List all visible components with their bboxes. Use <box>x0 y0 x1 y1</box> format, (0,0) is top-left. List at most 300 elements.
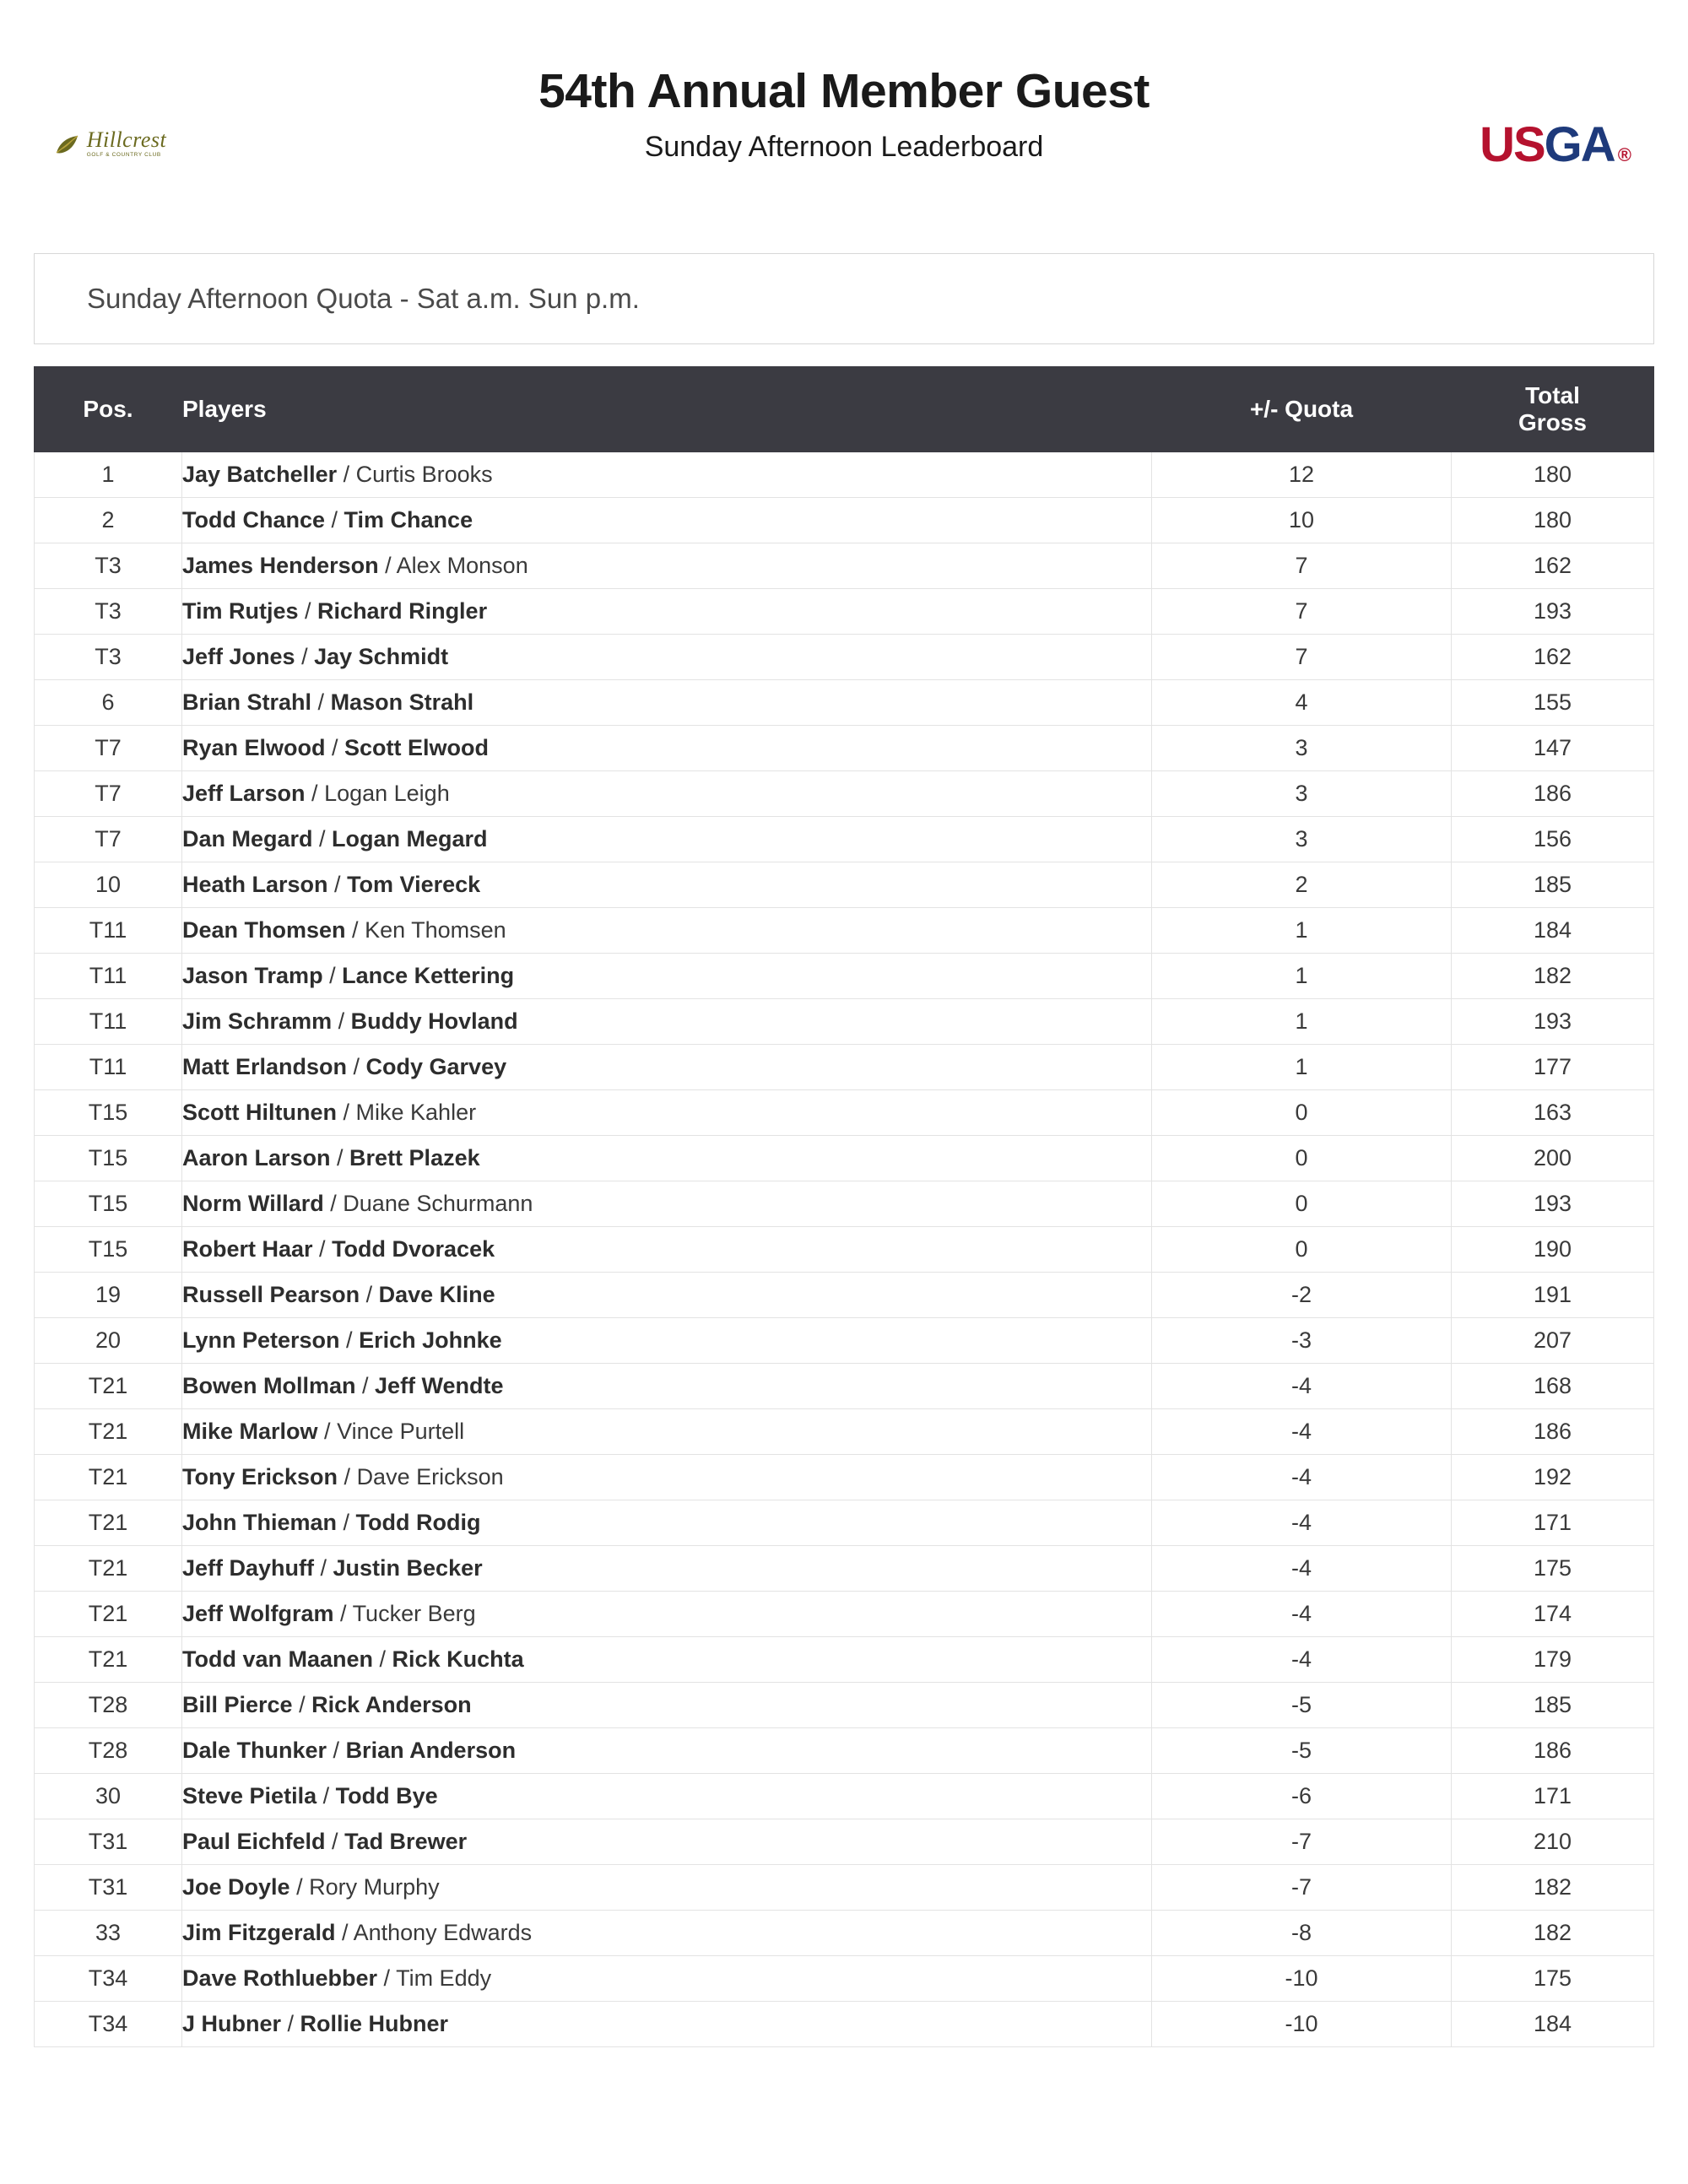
player-guest-name: Todd Rodig <box>355 1510 481 1536</box>
cell-total-gross: 210 <box>1452 1819 1654 1865</box>
player-guest-name: Brian Anderson <box>345 1738 517 1764</box>
cell-position: 20 <box>35 1318 182 1364</box>
cell-total-gross: 186 <box>1452 771 1654 817</box>
table-row <box>35 862 1654 908</box>
cell-position: T21 <box>35 1455 182 1500</box>
cell-position: T11 <box>35 954 182 999</box>
cell-players <box>182 726 1152 771</box>
cell-position: 30 <box>35 1774 182 1819</box>
cell-total-gross: 175 <box>1452 1546 1654 1592</box>
cell-position: T7 <box>35 771 182 817</box>
cell-position: T3 <box>35 635 182 680</box>
cell-quota: -4 <box>1152 1409 1452 1455</box>
player-guest-name: Todd Bye <box>335 1783 438 1809</box>
cell-quota: 3 <box>1152 771 1452 817</box>
column-header-quota[interactable]: +/- Quota <box>1152 367 1452 452</box>
table-row <box>35 1500 1654 1546</box>
cell-total-gross: 193 <box>1452 999 1654 1045</box>
table-row <box>35 771 1654 817</box>
cell-total-gross: 180 <box>1452 452 1654 498</box>
cell-players <box>182 862 1152 908</box>
cell-quota: 3 <box>1152 726 1452 771</box>
player-member-name: Dan Megard <box>182 826 313 852</box>
player-member-name: Mike Marlow <box>182 1419 318 1445</box>
player-guest-name: Ken Thomsen <box>365 917 506 943</box>
player-guest-name: Richard Ringler <box>317 598 488 624</box>
cell-position: T15 <box>35 1181 182 1227</box>
player-separator: / <box>316 1783 336 1809</box>
cell-quota: 0 <box>1152 1090 1452 1136</box>
player-separator: / <box>327 872 348 898</box>
player-guest-name: Mason Strahl <box>330 689 474 716</box>
cell-players <box>182 452 1152 498</box>
cell-position: T7 <box>35 817 182 862</box>
player-separator: / <box>337 1100 356 1126</box>
player-separator: / <box>295 644 315 670</box>
player-member-name: Tim Rutjes <box>182 598 299 624</box>
cell-total-gross: 155 <box>1452 680 1654 726</box>
cell-total-gross: 182 <box>1452 1911 1654 1956</box>
cell-players <box>182 1318 1152 1364</box>
cell-quota: -4 <box>1152 1455 1452 1500</box>
cell-position: T21 <box>35 1592 182 1637</box>
cell-total-gross: 207 <box>1452 1318 1654 1364</box>
cell-total-gross: 163 <box>1452 1090 1654 1136</box>
table-row <box>35 999 1654 1045</box>
cell-quota: 0 <box>1152 1136 1452 1181</box>
cell-total-gross: 175 <box>1452 1956 1654 2002</box>
cell-total-gross: 193 <box>1452 589 1654 635</box>
table-row <box>35 2002 1654 2047</box>
hillcrest-name: Hillcrest <box>86 127 167 152</box>
table-row <box>35 1090 1654 1136</box>
cell-position: T34 <box>35 2002 182 2047</box>
cell-total-gross: 191 <box>1452 1273 1654 1318</box>
table-row <box>35 1318 1654 1364</box>
cell-total-gross: 186 <box>1452 1728 1654 1774</box>
table-row <box>35 1728 1654 1774</box>
cell-players <box>182 1227 1152 1273</box>
player-member-name: Jeff Jones <box>182 644 295 670</box>
table-row <box>35 1227 1654 1273</box>
column-header-total-gross-line1: Total <box>1525 382 1580 408</box>
cell-position: T15 <box>35 1136 182 1181</box>
cell-position: 2 <box>35 498 182 543</box>
cell-quota: 1 <box>1152 908 1452 954</box>
player-guest-name: Tim Chance <box>344 507 473 533</box>
cell-quota: 7 <box>1152 635 1452 680</box>
table-row <box>35 1683 1654 1728</box>
player-member-name: James Henderson <box>182 553 379 579</box>
player-guest-name: Dave Kline <box>378 1282 495 1308</box>
player-guest-name: Rick Anderson <box>311 1692 472 1718</box>
cell-players <box>182 543 1152 589</box>
table-row <box>35 1136 1654 1181</box>
player-separator: / <box>312 1236 333 1262</box>
caption-text: Sunday Afternoon Quota - Sat a.m. Sun p.m. <box>87 283 640 314</box>
table-row <box>35 1592 1654 1637</box>
cell-quota: 2 <box>1152 862 1452 908</box>
hillcrest-logo <box>34 105 186 181</box>
player-separator: / <box>281 2011 300 2037</box>
player-separator: / <box>305 781 325 807</box>
cell-total-gross: 184 <box>1452 2002 1654 2047</box>
cell-total-gross: 186 <box>1452 1409 1654 1455</box>
cell-position: T11 <box>35 1045 182 1090</box>
cell-total-gross: 168 <box>1452 1364 1654 1409</box>
player-guest-name: Vince Purtell <box>337 1419 465 1445</box>
leaf-icon <box>53 129 82 158</box>
table-row <box>35 1455 1654 1500</box>
cell-quota: -4 <box>1152 1637 1452 1683</box>
player-separator: / <box>332 1008 351 1035</box>
player-separator: / <box>337 462 356 488</box>
player-member-name: Lynn Peterson <box>182 1327 340 1354</box>
table-row <box>35 1181 1654 1227</box>
usga-logo-mark <box>1480 116 1630 173</box>
usga-logo <box>1462 105 1647 183</box>
table-header <box>35 367 1654 452</box>
cell-players <box>182 635 1152 680</box>
cell-players <box>182 1136 1152 1181</box>
cell-position: T7 <box>35 726 182 771</box>
cell-position: T15 <box>35 1227 182 1273</box>
table-header-row <box>35 367 1654 452</box>
player-guest-name: Jeff Wendte <box>375 1373 504 1399</box>
cell-position: T34 <box>35 1956 182 2002</box>
player-guest-name: Anthony Edwards <box>353 1920 533 1946</box>
cell-players <box>182 999 1152 1045</box>
player-member-name: Dean Thomsen <box>182 917 346 943</box>
player-guest-name: Jay Schmidt <box>314 644 449 670</box>
player-member-name: Matt Erlandson <box>182 1054 348 1080</box>
player-separator: / <box>335 1920 354 1946</box>
cell-players <box>182 1774 1152 1819</box>
player-guest-name: Erich Johnke <box>359 1327 502 1354</box>
cell-players <box>182 2002 1152 2047</box>
cell-total-gross: 180 <box>1452 498 1654 543</box>
cell-players <box>182 1045 1152 1090</box>
cell-players <box>182 771 1152 817</box>
cell-players <box>182 589 1152 635</box>
cell-total-gross: 171 <box>1452 1774 1654 1819</box>
cell-quota: -2 <box>1152 1273 1452 1318</box>
player-guest-name: Rory Murphy <box>309 1874 440 1900</box>
cell-players <box>182 908 1152 954</box>
cell-quota: -6 <box>1152 1774 1452 1819</box>
player-member-name: Ryan Elwood <box>182 735 326 761</box>
cell-quota: -3 <box>1152 1318 1452 1364</box>
cell-total-gross: 184 <box>1452 908 1654 954</box>
player-member-name: Jay Batcheller <box>182 462 338 488</box>
cell-quota: 7 <box>1152 543 1452 589</box>
player-guest-name: Scott Elwood <box>344 735 490 761</box>
player-separator: / <box>327 1738 346 1764</box>
table-row <box>35 452 1654 498</box>
cell-position: T15 <box>35 1090 182 1136</box>
cell-players <box>182 680 1152 726</box>
leaderboard-caption <box>34 253 1654 344</box>
player-separator: / <box>373 1646 392 1673</box>
column-header-total-gross-line2: Gross <box>1518 409 1587 436</box>
table-body <box>35 452 1654 2047</box>
player-separator: / <box>314 1555 333 1581</box>
cell-position: 19 <box>35 1273 182 1318</box>
cell-players <box>182 1911 1152 1956</box>
player-separator: / <box>333 1601 353 1627</box>
player-member-name: Scott Hiltunen <box>182 1100 337 1126</box>
cell-quota: -5 <box>1152 1683 1452 1728</box>
cell-total-gross: 174 <box>1452 1592 1654 1637</box>
hillcrest-logo-text <box>87 129 167 159</box>
player-member-name: Todd van Maanen <box>182 1646 374 1673</box>
player-guest-name: Duane Schurmann <box>343 1191 533 1217</box>
cell-position: T21 <box>35 1546 182 1592</box>
cell-quota: -10 <box>1152 1956 1452 2002</box>
player-separator: / <box>325 735 345 761</box>
player-member-name: Joe Doyle <box>182 1874 290 1900</box>
player-guest-name: Logan Leigh <box>324 781 450 807</box>
cell-total-gross: 162 <box>1452 635 1654 680</box>
table-row <box>35 1956 1654 2002</box>
cell-total-gross: 182 <box>1452 954 1654 999</box>
cell-total-gross: 190 <box>1452 1227 1654 1273</box>
page-header <box>0 0 1688 253</box>
player-member-name: Todd Chance <box>182 507 326 533</box>
cell-quota: -4 <box>1152 1546 1452 1592</box>
player-member-name: Dale Thunker <box>182 1738 327 1764</box>
table-row <box>35 954 1654 999</box>
player-separator: / <box>378 553 397 579</box>
player-separator: / <box>345 917 365 943</box>
table-row <box>35 908 1654 954</box>
cell-total-gross: 200 <box>1452 1136 1654 1181</box>
cell-position: T21 <box>35 1500 182 1546</box>
cell-total-gross: 162 <box>1452 543 1654 589</box>
cell-players <box>182 1956 1152 2002</box>
cell-position: T11 <box>35 908 182 954</box>
title-block <box>0 0 1688 164</box>
usga-g-text: G <box>1544 116 1581 172</box>
table-row <box>35 635 1654 680</box>
table-row <box>35 1273 1654 1318</box>
player-separator: / <box>325 507 344 533</box>
cell-total-gross: 177 <box>1452 1045 1654 1090</box>
cell-position: T28 <box>35 1683 182 1728</box>
player-separator: / <box>289 1874 310 1900</box>
cell-players <box>182 1500 1152 1546</box>
player-member-name: Aaron Larson <box>182 1145 331 1171</box>
player-member-name: Jeff Wolfgram <box>182 1601 334 1627</box>
cell-quota: 0 <box>1152 1227 1452 1273</box>
player-member-name: Steve Pietila <box>182 1783 317 1809</box>
cell-total-gross: 192 <box>1452 1455 1654 1500</box>
table-row <box>35 1774 1654 1819</box>
cell-quota: -8 <box>1152 1911 1452 1956</box>
cell-quota: 4 <box>1152 680 1452 726</box>
cell-total-gross: 185 <box>1452 1683 1654 1728</box>
cell-players <box>182 1637 1152 1683</box>
player-separator: / <box>311 689 331 716</box>
cell-position: 1 <box>35 452 182 498</box>
column-header-players[interactable]: Players <box>182 367 1152 452</box>
player-guest-name: Tom Viereck <box>347 872 481 898</box>
cell-players <box>182 1728 1152 1774</box>
cell-players <box>182 1819 1152 1865</box>
cell-total-gross: 171 <box>1452 1500 1654 1546</box>
cell-quota: -4 <box>1152 1592 1452 1637</box>
player-member-name: Jim Fitzgerald <box>182 1920 336 1946</box>
player-member-name: Jim Schramm <box>182 1008 333 1035</box>
cell-quota: 1 <box>1152 1045 1452 1090</box>
table-row <box>35 543 1654 589</box>
player-member-name: Jeff Larson <box>182 781 306 807</box>
cell-total-gross: 185 <box>1452 862 1654 908</box>
cell-quota: -10 <box>1152 2002 1452 2047</box>
player-member-name: Brian Strahl <box>182 689 312 716</box>
player-member-name: Russell Pearson <box>182 1282 360 1308</box>
cell-total-gross: 147 <box>1452 726 1654 771</box>
player-guest-name: Todd Dvoracek <box>332 1236 495 1262</box>
player-guest-name: Tucker Berg <box>352 1601 476 1627</box>
cell-quota: 0 <box>1152 1181 1452 1227</box>
table-row <box>35 1637 1654 1683</box>
cell-quota: -7 <box>1152 1865 1452 1911</box>
cell-players <box>182 1865 1152 1911</box>
table-row <box>35 1546 1654 1592</box>
cell-position: T28 <box>35 1728 182 1774</box>
player-guest-name: Tad Brewer <box>344 1829 468 1855</box>
table-row <box>35 817 1654 862</box>
table-row <box>35 1819 1654 1865</box>
cell-players <box>182 1683 1152 1728</box>
table-row <box>35 1364 1654 1409</box>
player-guest-name: Cody Garvey <box>365 1054 507 1080</box>
cell-position: 33 <box>35 1911 182 1956</box>
player-separator: / <box>337 1510 356 1536</box>
table-row <box>35 498 1654 543</box>
cell-quota: 10 <box>1152 498 1452 543</box>
cell-players <box>182 1273 1152 1318</box>
table-row <box>35 1045 1654 1090</box>
player-member-name: Bill Pierce <box>182 1692 293 1718</box>
cell-players <box>182 498 1152 543</box>
cell-position: T3 <box>35 589 182 635</box>
player-member-name: J Hubner <box>182 2011 282 2037</box>
cell-quota: -5 <box>1152 1728 1452 1774</box>
cell-position: T3 <box>35 543 182 589</box>
column-header-pos[interactable]: Pos. <box>35 367 182 452</box>
player-separator: / <box>377 1965 397 1992</box>
cell-quota: -4 <box>1152 1364 1452 1409</box>
player-separator: / <box>323 1191 344 1217</box>
cell-quota: -7 <box>1152 1819 1452 1865</box>
player-separator: / <box>338 1464 357 1490</box>
cell-quota: 12 <box>1152 452 1452 498</box>
cell-players <box>182 954 1152 999</box>
player-guest-name: Rollie Hubner <box>300 2011 449 2037</box>
cell-total-gross: 156 <box>1452 817 1654 862</box>
player-guest-name: Brett Plazek <box>349 1145 480 1171</box>
page-subtitle: Sunday Afternoon Leaderboard <box>644 131 1044 163</box>
leaderboard-table <box>34 366 1654 2047</box>
table-row <box>35 680 1654 726</box>
cell-players <box>182 1455 1152 1500</box>
player-guest-name: Lance Kettering <box>342 963 515 989</box>
table-row <box>35 1409 1654 1455</box>
player-guest-name: Mike Kahler <box>355 1100 477 1126</box>
cell-players <box>182 1592 1152 1637</box>
cell-quota: -4 <box>1152 1500 1452 1546</box>
cell-position: 10 <box>35 862 182 908</box>
cell-total-gross: 193 <box>1452 1181 1654 1227</box>
cell-position: T21 <box>35 1364 182 1409</box>
player-separator: / <box>355 1373 376 1399</box>
player-member-name: John Thieman <box>182 1510 338 1536</box>
cell-position: T21 <box>35 1637 182 1683</box>
player-guest-name: Dave Erickson <box>356 1464 504 1490</box>
cell-players <box>182 1364 1152 1409</box>
table-row <box>35 1865 1654 1911</box>
cell-position: T31 <box>35 1819 182 1865</box>
player-guest-name: Curtis Brooks <box>355 462 493 488</box>
page-title: 54th Annual Member Guest <box>538 64 1150 118</box>
player-member-name: Norm Willard <box>182 1191 324 1217</box>
cell-quota: 7 <box>1152 589 1452 635</box>
player-member-name: Heath Larson <box>182 872 328 898</box>
cell-players <box>182 1546 1152 1592</box>
cell-position: T11 <box>35 999 182 1045</box>
usga-us-text: US <box>1480 116 1545 172</box>
hillcrest-logo-mark <box>53 129 167 159</box>
column-header-total-gross[interactable] <box>1452 367 1654 452</box>
player-member-name: Jason Tramp <box>182 963 323 989</box>
cell-position: T21 <box>35 1409 182 1455</box>
cell-players <box>182 817 1152 862</box>
table-row <box>35 1911 1654 1956</box>
player-separator: / <box>322 963 343 989</box>
player-separator: / <box>360 1282 379 1308</box>
table-row <box>35 589 1654 635</box>
player-guest-name: Logan Megard <box>332 826 488 852</box>
player-guest-name: Tim Eddy <box>396 1965 492 1992</box>
cell-total-gross: 182 <box>1452 1865 1654 1911</box>
cell-players <box>182 1090 1152 1136</box>
player-separator: / <box>312 826 333 852</box>
player-member-name: Jeff Dayhuff <box>182 1555 315 1581</box>
player-separator: / <box>325 1829 345 1855</box>
cell-quota: 1 <box>1152 999 1452 1045</box>
cell-players <box>182 1181 1152 1227</box>
table-row <box>35 726 1654 771</box>
cell-position: T31 <box>35 1865 182 1911</box>
player-guest-name: Buddy Hovland <box>350 1008 518 1035</box>
player-member-name: Paul Eichfeld <box>182 1829 326 1855</box>
player-guest-name: Rick Kuchta <box>392 1646 524 1673</box>
player-member-name: Dave Rothluebber <box>182 1965 378 1992</box>
player-separator: / <box>317 1419 338 1445</box>
player-separator: / <box>292 1692 312 1718</box>
player-member-name: Tony Erickson <box>182 1464 338 1490</box>
cell-position: 6 <box>35 680 182 726</box>
player-separator: / <box>298 598 318 624</box>
cell-total-gross: 179 <box>1452 1637 1654 1683</box>
player-separator: / <box>330 1145 350 1171</box>
player-guest-name: Justin Becker <box>333 1555 483 1581</box>
usga-registered-icon: ® <box>1617 143 1630 165</box>
player-separator: / <box>339 1327 360 1354</box>
player-guest-name: Alex Monson <box>396 553 528 579</box>
